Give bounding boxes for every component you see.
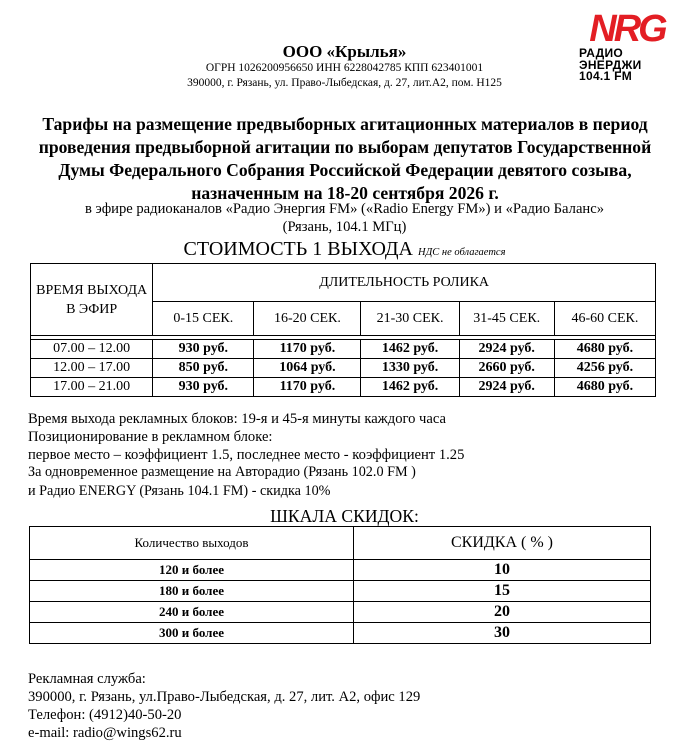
quantity-column-header: Количество выходов bbox=[30, 527, 354, 560]
table-row bbox=[30, 581, 651, 602]
duration-column-header: 16-20 СЕК. bbox=[254, 302, 361, 336]
ad-service-email: e-mail: radio@wings62.ru bbox=[28, 725, 182, 741]
company-address: 390000, г. Рязань, ул. Право-Лыбедская, д. 27, лит.А2, пом. Н125 bbox=[187, 77, 502, 89]
price-cell: 4256 руб. bbox=[554, 359, 655, 378]
combined-placement-line-2: и Радио ENERGY (Рязань 104.1 FM) - скидка 10% bbox=[28, 483, 331, 499]
price-cell: 930 руб. bbox=[153, 378, 254, 397]
price-cell: 1064 руб. bbox=[254, 359, 361, 378]
table-row bbox=[30, 560, 651, 581]
discount-cell: 20 bbox=[354, 602, 651, 623]
price-cell: 1170 руб. bbox=[254, 340, 361, 359]
vat-note: НДС не облагается bbox=[417, 247, 506, 258]
price-cell: 850 руб. bbox=[153, 359, 254, 378]
ad-service-label: Рекламная служба: bbox=[28, 671, 146, 687]
time-slot: 17.00 – 21.00 bbox=[31, 378, 153, 397]
cost-heading bbox=[0, 238, 689, 261]
company-name: ООО «Крылья» bbox=[282, 42, 407, 61]
logo-line-2: ЭНЕРДЖИ bbox=[579, 57, 642, 72]
city-frequency-line: (Рязань, 104.1 МГц) bbox=[282, 219, 407, 235]
discount-table bbox=[29, 526, 651, 644]
quantity-cell: 240 и более bbox=[30, 602, 354, 623]
ad-service-phone: Телефон: (4912)40-50-20 bbox=[28, 707, 182, 723]
table-row bbox=[31, 378, 656, 397]
table-row bbox=[31, 340, 656, 359]
cost-title: СТОИМОСТЬ 1 ВЫХОДА bbox=[183, 238, 413, 260]
ad-block-timing: Время выхода рекламных блоков: 19-я и 45-я минуты каждого часа bbox=[28, 411, 447, 427]
discount-scale-title: ШКАЛА СКИДОК: bbox=[270, 506, 419, 526]
logo-line-1: РАДИО bbox=[579, 46, 624, 60]
price-cell: 2660 руб. bbox=[459, 359, 554, 378]
nrg-logo-mark bbox=[577, 6, 677, 48]
price-cell: 2924 руб. bbox=[459, 378, 554, 397]
discount-cell: 30 bbox=[354, 623, 651, 644]
duration-column-header: 31-45 СЕК. bbox=[459, 302, 554, 336]
duration-column-header: 21-30 СЕК. bbox=[361, 302, 459, 336]
duration-header: ДЛИТЕЛЬНОСТЬ РОЛИКА bbox=[153, 264, 656, 302]
discount-column-header: СКИДКА ( % ) bbox=[354, 527, 651, 560]
ad-service-address: 390000, г. Рязань, ул.Право-Лыбедская, д. 27, лит. А2, офис 129 bbox=[28, 689, 421, 705]
table-row bbox=[31, 359, 656, 378]
quantity-cell: 180 и более bbox=[30, 581, 354, 602]
price-cell: 4680 руб. bbox=[554, 378, 655, 397]
combined-placement-line-1: За одновременное размещение на Авторадио (Рязань 102.0 FM ) bbox=[28, 464, 416, 480]
price-cell: 1170 руб. bbox=[254, 378, 361, 397]
time-slot: 07.00 – 12.00 bbox=[31, 340, 153, 359]
time-column-header: ВРЕМЯ ВЫХОДА В ЭФИР bbox=[31, 264, 153, 336]
svg-text:NRG: NRG bbox=[589, 8, 665, 48]
tariff-table bbox=[30, 263, 656, 397]
discount-cell: 15 bbox=[354, 581, 651, 602]
logo-text bbox=[579, 48, 642, 83]
time-slot: 12.00 – 17.00 bbox=[31, 359, 153, 378]
price-cell: 1462 руб. bbox=[361, 340, 459, 359]
discount-cell: 10 bbox=[354, 560, 651, 581]
logo-line-3: 104.1 FM bbox=[579, 69, 633, 83]
price-cell: 2924 руб. bbox=[459, 340, 554, 359]
duration-column-header: 46-60 СЕК. bbox=[554, 302, 655, 336]
radio-channels-line: в эфире радиоканалов «Радио Энергия FM» («Radio Energy FM») и «Радио Баланс» bbox=[84, 201, 605, 217]
price-cell: 4680 руб. bbox=[554, 340, 655, 359]
registration-numbers: ОГРН 1026200956650 ИНН 6228042785 КПП 623401001 bbox=[205, 62, 484, 74]
quantity-cell: 120 и более bbox=[30, 560, 354, 581]
radio-energy-logo bbox=[577, 6, 677, 90]
positioning-coefficients: первое место – коэффициент 1.5, последнее место - коэффициент 1.25 bbox=[28, 447, 465, 463]
duration-column-header: 0-15 СЕК. bbox=[153, 302, 254, 336]
price-cell: 1330 руб. bbox=[361, 359, 459, 378]
table-row bbox=[30, 602, 651, 623]
document-title: Тарифы на размещение предвыборных агитационных материалов в период проведения предвыборной агитации по выборам депутатов Государственной Думы Федерального Собрания Российской Федерации девятого созыва, назначенным на 18-20 сентября 2026 г. bbox=[38, 114, 652, 203]
quantity-cell: 300 и более bbox=[30, 623, 354, 644]
price-cell: 930 руб. bbox=[153, 340, 254, 359]
table-row bbox=[30, 623, 651, 644]
price-cell: 1462 руб. bbox=[361, 378, 459, 397]
positioning-heading: Позиционирование в рекламном блоке: bbox=[28, 429, 273, 445]
